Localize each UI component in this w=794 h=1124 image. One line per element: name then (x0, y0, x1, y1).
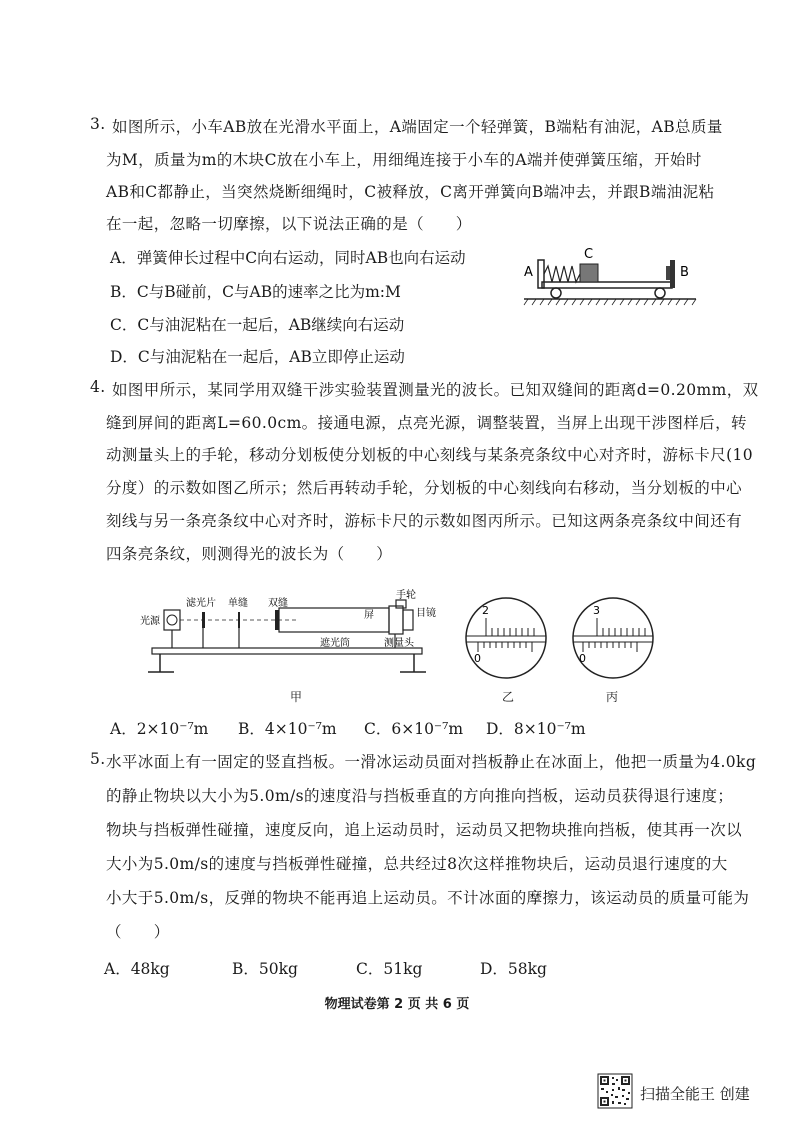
label-filter: 滤光片 (186, 598, 216, 609)
q5-line-5: 小大于5.0m/s，反弹的物块不能再追上运动员。不计冰面的摩擦力，该运动员的质量可能为 (106, 889, 750, 907)
q3-option-d: D．C与油泥粘在一起后，AB立即停止运动 (110, 348, 405, 366)
label-single-slit: 单缝 (228, 598, 248, 609)
cart-deck (542, 282, 672, 288)
filter-element (202, 612, 205, 628)
cart-figure (520, 238, 700, 310)
q5-number: 5. (90, 750, 106, 768)
q3-option-c: C．C与油泥粘在一起后，AB继续向右运动 (110, 316, 405, 334)
single-slit-element (238, 612, 240, 628)
q4-line-6: 四条亮条纹，则测得光的波长为（ ） (106, 545, 393, 563)
label-handwheel: 手轮 (396, 590, 416, 601)
bing-top-number: 3 (593, 604, 600, 617)
q3-line-4: 在一起，忽略一切摩擦，以下说法正确的是（ ） (106, 215, 472, 233)
q3-line-2: 为M，质量为m的木块C放在小车上，用细绳连接于小车的A端并使弹簧压缩，开始时 (106, 151, 702, 169)
eyepiece (403, 610, 413, 630)
yi-top-number: 2 (482, 604, 489, 617)
label-b: B (680, 265, 689, 280)
vernier-bing-figure (565, 596, 661, 680)
q4-line-2: 缝到屏间的距离L=60.0cm。接通电源，点亮光源，调整装置，当屏上出现干涉图样后，转 (106, 414, 747, 432)
measuring-head (389, 606, 403, 634)
bing-bottom-number: 0 (579, 652, 586, 665)
label-a: A (524, 265, 533, 280)
scanner-brand: 扫描全能王 创建 (640, 1085, 750, 1103)
wheel-left (551, 288, 561, 298)
yi-bottom-number: 0 (474, 652, 481, 665)
q4-option-c: C．6×10⁻⁷m (364, 720, 464, 738)
wheel-right (655, 288, 665, 298)
q5-line-1: 水平冰面上有一固定的竖直挡板。一滑冰运动员面对挡板静止在冰面上，他把一质量为4.0kg (106, 753, 757, 771)
spring-icon (544, 266, 580, 282)
q5-option-d: D．58kg (480, 960, 547, 978)
q4-option-a: A．2×10⁻⁷m (110, 720, 209, 738)
q5-line-4: 大小为5.0m/s的速度与挡板弹性碰撞，总共经过8次这样推物块后，运动员退行速度的大 (106, 855, 728, 873)
handwheel (396, 600, 406, 608)
q5-line-2: 的静止物块以大小为5.0m/s的速度沿与挡板垂直的方向推向挡板，运动员获得退行速度； (106, 787, 734, 805)
q4-option-b: B．4×10⁻⁷m (238, 720, 337, 738)
q4-number: 4. (90, 378, 106, 396)
q5-option-c: C．51kg (356, 960, 423, 978)
label-tube: 遮光筒 (320, 638, 350, 649)
q4-line-3: 动测量头上的手轮，移动分划板使分划板的中心刻线与某条亮条纹中心对齐时，游标卡尺(10 (106, 446, 754, 464)
label-measuring-head: 测量头 (384, 638, 414, 649)
ground-hatch (524, 299, 696, 305)
label-screen: 屏 (364, 610, 374, 621)
vernier-yi-figure (458, 596, 554, 680)
cart-wall-b (670, 260, 675, 288)
q4-line-4: 分度）的示数如图乙所示；然后再转动手轮，分划板的中心刻线向右移动，当分划板的中心 (106, 479, 743, 497)
label-double-slit: 双缝 (268, 598, 288, 609)
q5-line-6: （ ） (106, 923, 170, 941)
label-c: C (584, 247, 594, 262)
lamp-icon (167, 615, 177, 625)
qr-code-icon (598, 1074, 632, 1108)
q4-line-1: 如图甲所示，某同学用双缝干涉实验装置测量光的波长。已知双缝间的距离d=0.20mm，双 (112, 381, 759, 399)
q5-line-3: 物块与挡板弹性碰撞，速度反向，追上运动员时，运动员又把物块推向挡板，使其再一次以 (106, 821, 743, 839)
light-source-box (164, 610, 180, 630)
label-light-source: 光源 (140, 616, 160, 627)
q3-number: 3. (90, 115, 106, 133)
label-yi: 乙 (502, 690, 515, 704)
double-slit-element (275, 610, 279, 630)
q3-line-1: 如图所示，小车AB放在光滑水平面上，A端固定一个轻弹簧，B端粘有油泥，AB总质量 (112, 118, 723, 136)
page-footer: 物理试卷第 2 页 共 6 页 (324, 997, 470, 1012)
block-c (580, 264, 598, 282)
q5-option-a: A．48kg (104, 960, 170, 978)
q3-option-a: A．弹簧伸长过程中C向右运动，同时AB也向右运动 (110, 249, 466, 267)
oil-mud (666, 266, 670, 280)
q4-option-d: D．8×10⁻⁷m (486, 720, 586, 738)
q3-option-b: B．C与B碰前，C与AB的速率之比为m:M (110, 283, 401, 301)
q3-line-3: AB和C都静止，当突然烧断细绳时，C被释放，C离开弹簧向B端冲去，并跟B端油泥粘 (106, 183, 715, 201)
label-eyepiece: 目镜 (416, 608, 436, 619)
q5-option-b: B．50kg (232, 960, 298, 978)
label-bing: 丙 (606, 690, 619, 704)
bench-rail (152, 648, 422, 654)
label-jia: 甲 (290, 690, 303, 704)
cart-wall-a (538, 260, 544, 288)
optical-bench-figure (138, 590, 438, 692)
q4-line-5: 刻线与另一条亮条纹中心对齐时，游标卡尺的示数如图丙所示。已知这两条亮条纹中间还有 (106, 512, 743, 530)
